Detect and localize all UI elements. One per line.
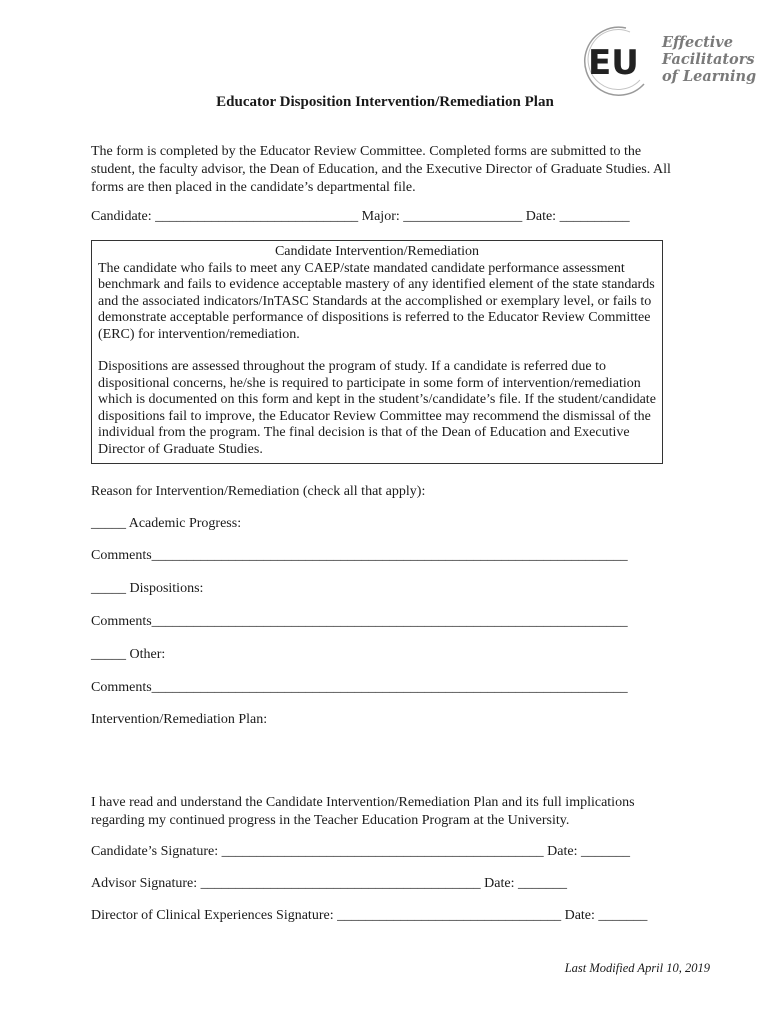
candidate-info-line[interactable]: Candidate: _____________________________ Major: _________________ Date: __________: [91, 209, 630, 224]
box-paragraph-2: Dispositions are assessed throughout the program of study. If a candidate is referred due to dispositional concerns, he/she is required to participate in some form of intervention/remediation which is documented on this form and kept in the student’s/candidate’s file. If the student/candidate dispositions fail to improve, the Educator Review Committee may recommend the dismissal of the individual from the program. The final decision is that of the Dean of Education and Executive Director of Graduate Studies.: [98, 359, 656, 457]
intro-paragraph: The form is completed by the Educator Review Committee. Completed forms are submitted to the student, the faculty advisor, the Dean of Education, and the Executive Director of Graduate Studies. All forms are then placed in the candidate’s departmental file.: [91, 144, 671, 195]
box-title: Candidate Intervention/Remediation: [274, 244, 480, 259]
eu-logo-mark-text: EU: [588, 43, 639, 83]
comments-line-academic[interactable]: Comments____________________________________________________________________: [91, 548, 628, 563]
last-modified-footer: Last Modified April 10, 2019: [564, 961, 710, 975]
advisor-signature-line[interactable]: Advisor Signature: ________________________________________ Date: _______: [91, 876, 567, 891]
acknowledgement-paragraph: I have read and understand the Candidate Intervention/Remediation Plan and its full implications regarding my continued progress in the Teacher Education Program at the University.: [91, 795, 635, 828]
dispositions-checkline[interactable]: _____ Dispositions:: [91, 581, 204, 596]
eu-logo-mark: [578, 22, 652, 100]
plan-heading: Intervention/Remediation Plan:: [91, 712, 268, 727]
logo-tagline: [662, 34, 756, 85]
comments-line-other[interactable]: Comments____________________________________________________________________: [91, 680, 628, 695]
comments-line-dispositions[interactable]: Comments____________________________________________________________________: [91, 614, 628, 629]
logo-line-3: of Learning: [662, 68, 757, 85]
director-signature-line[interactable]: Director of Clinical Experiences Signature: ________________________________ Date: _______: [91, 908, 648, 923]
candidate-signature-line[interactable]: Candidate’s Signature: ______________________________________________ Date: _______: [91, 844, 630, 859]
eu-logo: [578, 22, 758, 102]
page-title: Educator Disposition Intervention/Remediation Plan: [216, 94, 554, 110]
logo-line-1: Effective: [662, 34, 733, 51]
reason-heading: Reason for Intervention/Remediation (check all that apply):: [91, 484, 426, 499]
academic-progress-checkline[interactable]: _____ Academic Progress:: [91, 516, 242, 531]
logo-line-2: Facilitators: [662, 51, 755, 68]
other-checkline[interactable]: _____ Other:: [91, 647, 166, 662]
box-paragraph-1: The candidate who fails to meet any CAEP/state mandated candidate performance assessment benchmark and fails to evidence acceptable mastery of any identified element of the state standards and the associated indicators/InTASC Standards at the accomplished or exemplary level, or fails to demonstrate acceptable performance of dispositions is referred to the Educator Review Committee (ERC) for intervention/remediation.: [98, 260, 655, 342]
intervention-info-box: [91, 240, 663, 464]
